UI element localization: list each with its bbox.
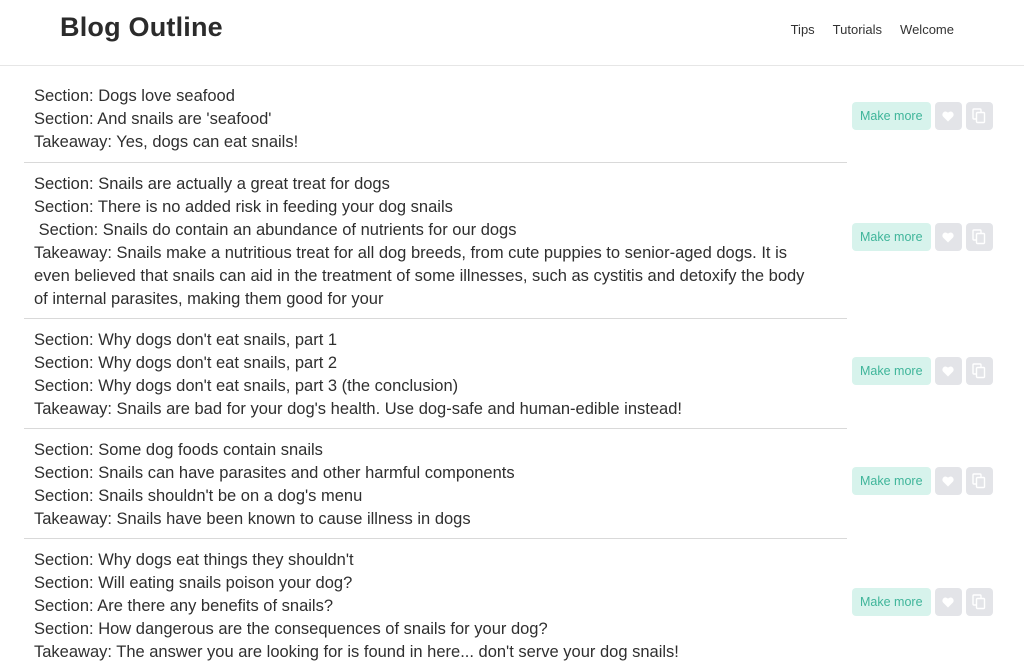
outline-actions xyxy=(852,467,993,495)
outline-line: Section: Why dogs don't eat snails, part 3 (the conclusion) xyxy=(34,377,459,395)
top-nav xyxy=(791,22,954,37)
outline-line: Takeaway: Snails are bad for your dog's health. Use dog-safe and human-edible instead! xyxy=(34,400,682,418)
copy-button[interactable] xyxy=(966,467,993,495)
heart-icon xyxy=(942,597,954,608)
copy-icon xyxy=(972,473,986,489)
outline-actions xyxy=(852,588,993,616)
outline-line: Section: Snails do contain an abundance of nutrients for our dogs xyxy=(34,221,517,239)
copy-icon xyxy=(972,363,986,379)
copy-button[interactable] xyxy=(966,223,993,251)
outline-actions xyxy=(852,102,993,130)
divider xyxy=(24,318,847,319)
heart-icon xyxy=(942,111,954,122)
app-header xyxy=(0,0,1024,66)
outline-line: Section: Some dog foods contain snails xyxy=(34,441,323,459)
make-more-button[interactable]: Make more xyxy=(852,467,931,495)
like-button[interactable] xyxy=(935,588,962,616)
outline-line: Section: Why dogs don't eat snails, part 1 xyxy=(34,331,338,349)
outline-line: Section: How dangerous are the consequences of snails for your dog? xyxy=(34,620,548,638)
outline-line: Takeaway: Yes, dogs can eat snails! xyxy=(34,133,299,151)
page-title: Blog Outline xyxy=(60,12,223,42)
outline-text xyxy=(34,173,819,311)
make-more-button[interactable]: Make more xyxy=(852,102,931,130)
outline-line: Section: There is no added risk in feeding your dog snails xyxy=(34,198,453,216)
nav-link-tips[interactable]: Tips xyxy=(790,22,815,37)
make-more-button[interactable]: Make more xyxy=(852,223,931,251)
outline-line: Section: And snails are 'seafood' xyxy=(34,110,272,128)
outline-line: Section: Why dogs eat things they shouldn't xyxy=(34,551,354,569)
like-button[interactable] xyxy=(935,357,962,385)
outline-text xyxy=(34,549,834,664)
copy-button[interactable] xyxy=(966,588,993,616)
copy-icon xyxy=(972,594,986,610)
copy-button[interactable] xyxy=(966,357,993,385)
outline-line: Section: Dogs love seafood xyxy=(34,87,235,105)
divider xyxy=(24,162,847,163)
divider xyxy=(24,538,847,539)
copy-icon xyxy=(972,229,986,245)
outline-line: Section: Snails are actually a great treat for dogs xyxy=(34,175,390,193)
outline-line: Section: Snails shouldn't be on a dog's menu xyxy=(34,487,363,505)
make-more-button[interactable]: Make more xyxy=(852,357,931,385)
heart-icon xyxy=(942,366,954,377)
outline-actions xyxy=(852,223,993,251)
make-more-button[interactable]: Make more xyxy=(852,588,931,616)
copy-icon xyxy=(972,108,986,124)
outline-text xyxy=(34,439,834,531)
heart-icon xyxy=(942,232,954,243)
like-button[interactable] xyxy=(935,467,962,495)
outline-line: Takeaway: The answer you are looking for is found in here... don't serve your dog snails! xyxy=(34,643,679,661)
nav-link-welcome[interactable]: Welcome xyxy=(900,22,954,37)
heart-icon xyxy=(942,476,954,487)
nav-link-tutorials[interactable]: Tutorials xyxy=(832,22,883,37)
outline-line: Section: Why dogs don't eat snails, part 2 xyxy=(34,354,338,372)
outline-text xyxy=(34,85,834,154)
outline-line: Section: Will eating snails poison your dog? xyxy=(34,574,353,592)
outline-line: Section: Are there any benefits of snails? xyxy=(34,597,334,615)
outline-line: Takeaway: Snails make a nutritious treat for all dog breeds, from cute puppies to senior-aged dogs. It is even believed that snails can aid in the treatment of some illnesses, such as cystitis and detoxify the body of internal parasites, making them good for your xyxy=(34,244,805,308)
outline-actions xyxy=(852,357,993,385)
like-button[interactable] xyxy=(935,102,962,130)
like-button[interactable] xyxy=(935,223,962,251)
copy-button[interactable] xyxy=(966,102,993,130)
outline-text xyxy=(34,329,834,421)
divider xyxy=(24,428,847,429)
outline-line: Takeaway: Snails have been known to cause illness in dogs xyxy=(34,510,471,528)
outline-line: Section: Snails can have parasites and other harmful components xyxy=(34,464,515,482)
